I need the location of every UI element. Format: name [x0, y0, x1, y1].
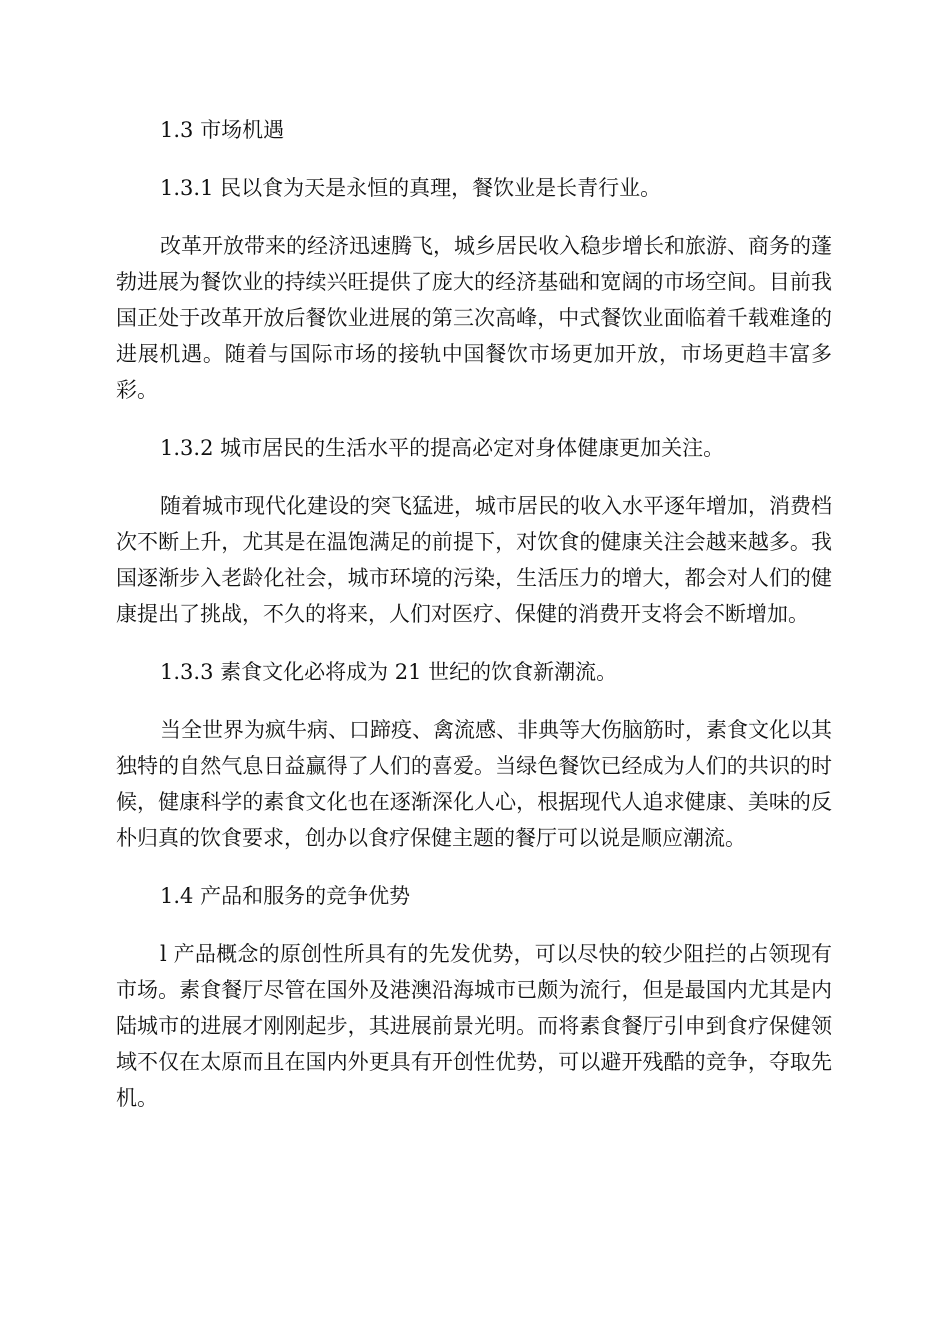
paragraph-first-mover-advantage: l 产品概念的原创性所具有的先发优势，可以尽快的较少阻拦的占领现有市场。素食餐厅尽管在国外及港澳沿海城市已颇为流行，但是最国内尤其是内陆城市的进展才刚刚起步，其进展前景光明。而将素食餐厅引申到食疗保健领域不仅在太原而且在国内外更具有开创性优势，可以避开残酷的竞争，夺取先机。 [116, 942, 832, 1110]
paragraph-health-awareness: 随着城市现代化建设的突飞猛进，城市居民的收入水平逐年增加，消费档次不断上升，尤其是在温饱满足的前提下，对饮食的健康关注会越来越多。我国逐渐步入老龄化社会，城市环境的污染，生活压力的增大，都会对人们的健康提出了挑战，不久的将来，人们对医疗、保健的消费开支将会不断增加。 [116, 494, 832, 626]
document-body [116, 112, 832, 1138]
subsection-heading-1-3-3: 1.3.3 素食文化必将成为 21 世纪的饮食新潮流。 [160, 660, 618, 684]
subsection-heading-1-3-2: 1.3.2 城市居民的生活水平的提高必定对身体健康更加关注。 [160, 436, 725, 460]
section-heading-1-4: 1.4 产品和服务的竞争优势 [160, 884, 411, 908]
section-heading-1-3: 1.3 市场机遇 [160, 118, 285, 142]
paragraph-market-growth: 改革开放带来的经济迅速腾飞，城乡居民收入稳步增长和旅游、商务的蓬勃进展为餐饮业的持续兴旺提供了庞大的经济基础和宽阔的市场空间。目前我国正处于改革开放后餐饮业进展的第三次高峰，中式餐饮业面临着千载难逢的进展机遇。随着与国际市场的接轨中国餐饮市场更加开放，市场更趋丰富多彩。 [116, 234, 832, 402]
subsection-heading-1-3-1: 1.3.1 民以食为天是永恒的真理，餐饮业是长青行业。 [160, 176, 662, 200]
paragraph-vegetarian-culture: 当全世界为疯牛病、口蹄疫、禽流感、非典等大伤脑筋时，素食文化以其独特的自然气息日益赢得了人们的喜爱。当绿色餐饮已经成为人们的共识的时候，健康科学的素食文化也在逐渐深化人心，根据现代人追求健康、美味的反朴归真的饮食要求，创办以食疗保健主题的餐厅可以说是顺应潮流。 [116, 718, 832, 850]
